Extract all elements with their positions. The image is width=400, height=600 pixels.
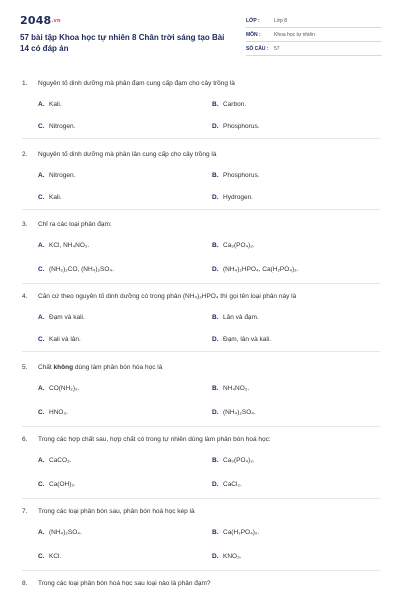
question-divider <box>22 570 380 571</box>
document-header <box>20 14 382 60</box>
option-d[interactable]: D. CaCl₂. <box>212 481 242 488</box>
meta-row-class: LỚP : Lớp 8 <box>246 14 382 28</box>
logo-domain: .vn <box>51 18 61 24</box>
option-a[interactable]: A. CO(NH₂)₂. <box>38 385 80 392</box>
meta-info <box>246 14 382 56</box>
question-divider <box>22 138 380 139</box>
option-a[interactable]: A. Đạm và kali. <box>38 314 85 321</box>
site-logo[interactable]: 2048.vn <box>20 14 61 27</box>
option-d[interactable]: D. (NH₄)₂SO₄. <box>212 409 256 416</box>
question-stem: 2. Nguyên tố dinh dưỡng mà phân lân cung cấp cho cây trồng là <box>22 151 217 158</box>
document-title: 57 bài tập Khoa học tự nhiên 8 Chân trời sáng tạo Bài 14 có đáp án <box>20 33 225 53</box>
option-b[interactable]: B. NH₄NO₃. <box>212 385 250 392</box>
option-c[interactable]: C. Kali và lân. <box>38 336 81 343</box>
option-a[interactable]: A. Nitrogen. <box>38 172 76 179</box>
emphasis-not: không <box>53 364 74 371</box>
option-d[interactable]: D. Hydrogen. <box>212 194 253 201</box>
option-b[interactable]: B. Lân và đạm. <box>212 314 259 321</box>
option-c[interactable]: C. (NH₂)₂CO, (NH₄)₂SO₄. <box>38 266 114 273</box>
question-divider <box>22 283 380 284</box>
option-b[interactable]: B. Ca₃(PO₄)₂. <box>212 457 255 464</box>
question-divider <box>22 498 380 499</box>
option-b[interactable]: B. Carbon. <box>212 101 247 108</box>
option-d[interactable]: D. (NH₄)₂HPO₄, Ca(H₂PO₄)₂. <box>212 266 299 273</box>
question-stem: 6. Trong các hợp chất sau, hợp chất có trong tự nhiên dùng làm phân bón hoá học: <box>22 436 271 443</box>
meta-row-subject: MÔN : Khoa học tự nhiên <box>246 28 382 42</box>
option-b[interactable]: B. Phosphorus. <box>212 172 260 179</box>
option-b[interactable]: B. Ca₃(PO₄)₂. <box>212 242 255 249</box>
option-c[interactable]: C. Kali. <box>38 194 62 201</box>
option-a[interactable]: A. KCl, NH₄NO₃. <box>38 242 90 249</box>
question-stem: 3. Chỉ ra các loại phân đạm: <box>22 221 112 228</box>
question-divider <box>22 209 380 210</box>
option-d[interactable]: D. KNO₃. <box>212 553 242 560</box>
question-stem: 8. Trong các loại phân bón hoá học sau loại nào là phân đạm? <box>22 580 211 587</box>
question-stem: 5. Chất không dùng làm phân bón hóa học là <box>22 364 163 371</box>
option-b[interactable]: B. Ca(H₂PO₄)₂. <box>212 529 260 536</box>
question-stem: 7. Trong các loại phân bón sau, phân bón hoá học kép là <box>22 508 195 515</box>
option-a[interactable]: A. CaCO₃. <box>38 457 72 464</box>
option-c[interactable]: C. Nitrogen. <box>38 123 76 130</box>
option-d[interactable]: D. Đạm, lân và kali. <box>212 336 272 343</box>
question-stem: 4. Căn cứ theo nguyên tố dinh dưỡng có trong phân (NH₄)₂HPO₄ thì gọi tên loại phân này là <box>22 293 297 300</box>
option-d[interactable]: D. Phosphorus. <box>212 123 260 130</box>
option-a[interactable]: A. (NH₄)₂SO₄. <box>38 529 82 536</box>
option-a[interactable]: A. Kali. <box>38 101 62 108</box>
question-stem: 1. Nguyên tố dinh dưỡng mà phân đạm cung cấp đạm cho cây trồng là <box>22 80 235 87</box>
question-divider <box>22 351 380 352</box>
option-c[interactable]: C. Ca(OH)₂. <box>38 481 76 488</box>
option-c[interactable]: C. HNO₃. <box>38 409 68 416</box>
option-c[interactable]: C. KCl. <box>38 553 62 560</box>
meta-row-count: SỐ CÂU : 57 <box>246 42 382 56</box>
question-divider <box>22 426 380 427</box>
